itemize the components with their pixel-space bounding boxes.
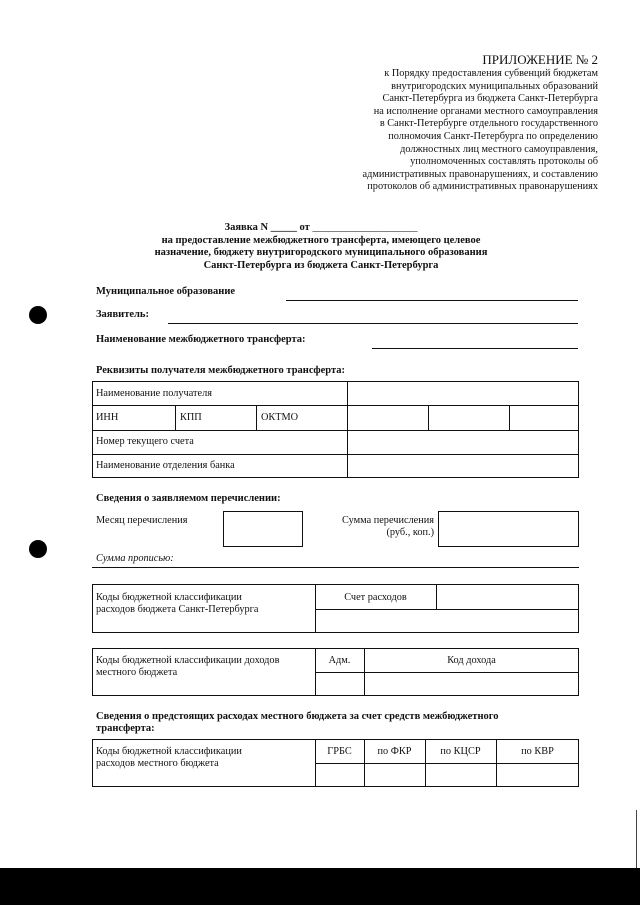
adm-label: Адм. [328,655,351,666]
income-codes-label [96,655,279,680]
application-subtitle-line: назначение, бюджету внутригородского муниципального образования [154,247,488,259]
expense-codes-label-line: расходов бюджета Санкт-Петербурга [96,604,259,616]
recipient-heading: Реквизиты получателя межбюджетного трансферта: [96,365,346,376]
upcoming-codes-label [96,746,242,771]
appendix-line: Санкт-Петербурга из бюджета Санкт-Петербурга [382,93,598,105]
kcsr-label: по КЦСР [440,746,481,757]
expense-codes-label-line: Коды бюджетной классификации [96,592,242,603]
appendix-title: ПРИЛОЖЕНИЕ № 2 [482,52,598,67]
account-label: Номер текущего счета [96,436,194,447]
account-expenses-label: Счет расходов [344,592,407,603]
upcoming-heading [96,711,499,736]
scan-bottom-bar [0,868,640,905]
income-codes-label-line: Коды бюджетной классификации доходов [96,655,280,666]
application-date: ____________________ [312,222,418,233]
application-subtitle-line: на предоставление межбюджетного трансферта, имеющего целевое [161,235,481,246]
income-code-label: Код дохода [447,655,496,666]
recipient-col-divider [256,405,257,430]
recipient-row-divider [92,430,579,431]
municipality-field[interactable] [286,300,578,301]
upcoming-heading-line: трансферта: [96,723,155,735]
appendix-line: к Порядку предоставления субвенций бюджетам [384,68,598,79]
inn-label: ИНН [96,412,119,423]
amount-label-line: Сумма перечисления [342,515,434,526]
kvr-label: по КВР [521,746,554,757]
application-subtitle-line: Санкт-Петербурга из бюджета Санкт-Петербурга [203,259,439,271]
binder-hole-top [29,306,47,324]
income-row-divider [315,672,579,673]
month-field[interactable] [223,511,303,547]
upcoming-heading-line: Сведения о предстоящих расходах местного бюджета за счет средств межбюджетного [96,711,499,722]
appendix-line: должностных лиц местного самоуправления, [400,143,598,155]
appendix-line: внутригородских муниципальных образований [391,80,598,92]
amount-words-label: Сумма прописью: [96,553,174,564]
upcoming-codes-label-line: расходов местного бюджета [96,758,219,770]
amount-label-line: (руб., коп.) [386,527,434,539]
recipient-col-divider [175,405,176,430]
appendix-line: полномочия Санкт-Петербурга по определению [388,130,598,142]
expense-codes-label [96,592,258,617]
appendix-line: уполномоченных составлять протоколы об [410,156,598,168]
appendix-line: в Санкт-Петербурге отдельного государственного [379,118,598,130]
recipient-row-divider [92,454,579,455]
amount-field[interactable] [438,511,579,547]
grbs-label: ГРБС [327,746,352,757]
income-codes-label-line: местного бюджета [96,667,178,679]
application-title [96,222,546,234]
oktmo-label: ОКТМО [261,412,299,423]
upcoming-codes-label-line: Коды бюджетной классификации [96,746,242,757]
recipient-col-divider [428,405,429,430]
transfer-name-field[interactable] [372,348,578,349]
application-number: Заявка N _____ от [224,222,310,233]
appendix-header [363,52,598,194]
applicant-field[interactable] [168,323,578,324]
appendix-line: на исполнение органами местного самоуправления [373,105,598,117]
expense-col-divider [436,584,437,609]
binder-hole-bottom [29,540,47,558]
transfer-heading: Сведения о заявляемом перечислении: [96,493,281,504]
fkr-label: по ФКР [377,746,412,757]
applicant-label: Заявитель: [96,309,149,320]
appendix-line: административных правонарушениях, и составлению [362,168,598,180]
amount-words-field[interactable] [92,567,579,568]
appendix-line: протоколов об административных правонарушениях [367,181,598,193]
bank-label: Наименование отделения банка [96,460,235,471]
recipient-col-divider [347,381,348,478]
application-subtitle [96,235,546,272]
recipient-col-divider [509,405,510,430]
kpp-label: КПП [180,412,202,423]
transfer-name-label: Наименование межбюджетного трансферта: [96,334,306,345]
municipality-label: Муниципальное образование [96,286,236,297]
recipient-row-divider [92,405,579,406]
recipient-name-label: Наименование получателя [96,388,212,399]
amount-label [310,515,434,540]
expense-row-divider [315,609,579,610]
upcoming-row-divider [315,763,579,764]
month-label: Месяц перечисления [96,515,188,526]
scan-edge-mark [636,810,637,868]
